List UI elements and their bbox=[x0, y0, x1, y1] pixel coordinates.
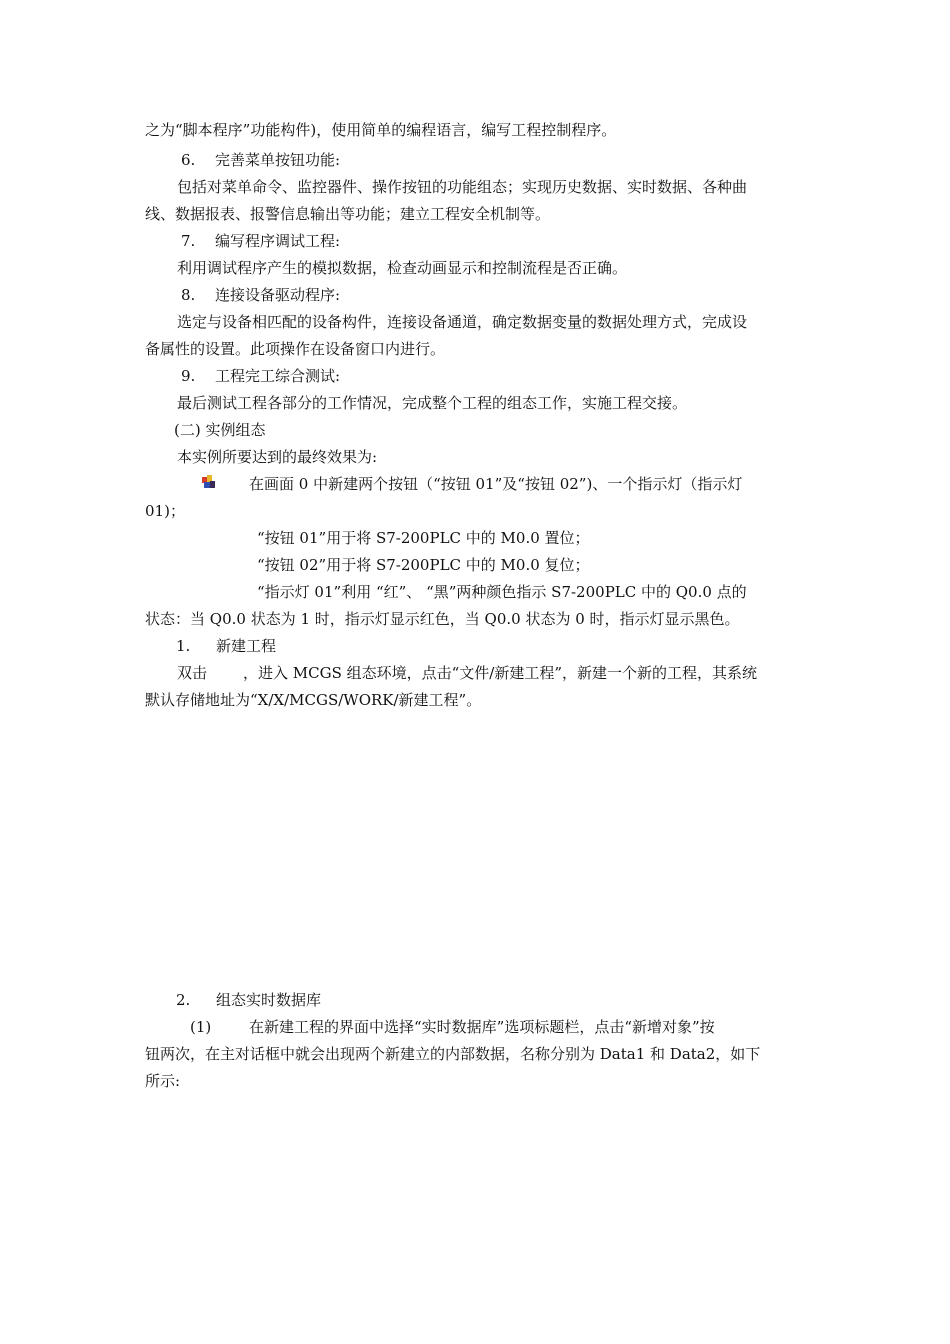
section-1-title: 新建工程 bbox=[216, 637, 277, 655]
part-two-heading: (二) 实例组态 bbox=[174, 421, 266, 439]
step-7-title: 编写程序调试工程: bbox=[215, 232, 341, 250]
section-2-heading bbox=[176, 990, 321, 1010]
paragraph-continuation: 之为“脚本程序”功能构件)，使用简单的编程语言，编写工程控制程序。 bbox=[145, 121, 617, 139]
colored-blocks-icon bbox=[201, 474, 217, 490]
step-8-heading bbox=[181, 285, 340, 305]
bullet-line-1: 在画面 0 中新建两个按钮（“按钮 01”及“按钮 02”)、一个指示灯（指示灯 bbox=[249, 475, 743, 493]
section-2-body-line-2: 钮两次，在主对话框中就会出现两个新建立的内部数据，名称分别为 Data1 和 Data2，如下 bbox=[145, 1045, 761, 1063]
section-1-body-line-1b: ，进入 MCGS 组态环境，点击“文件/新建工程”，新建一个新的工程，其系统 bbox=[243, 664, 758, 682]
section-1-body-line-2: 默认存储地址为“X/X/MCGS/WORK/新建工程”。 bbox=[145, 691, 482, 709]
button-02-description: “按钮 02”用于将 S7-200PLC 中的 M0.0 复位； bbox=[257, 556, 590, 574]
step-9-number: 9. bbox=[181, 367, 196, 385]
section-2-title: 组态实时数据库 bbox=[216, 991, 322, 1009]
section-1-heading bbox=[176, 636, 276, 656]
section-2-body-line-3: 所示: bbox=[145, 1072, 181, 1090]
step-7-heading bbox=[181, 231, 340, 251]
intro-line: 本实例所要达到的最终效果为: bbox=[177, 448, 378, 466]
button-01-description: “按钮 01”用于将 S7-200PLC 中的 M0.0 置位； bbox=[257, 529, 590, 547]
section-1-body-line-1a: 双击 bbox=[177, 664, 208, 682]
section-1-number: 1. bbox=[176, 637, 191, 655]
lamp-description-line-1: “指示灯 01”利用 “红”、 “黑”两种颜色指示 S7-200PLC 中的 Q0.0 点的 bbox=[257, 583, 747, 601]
lamp-description-line-2: 状态：当 Q0.0 状态为 1 时，指示灯显示红色，当 Q0.0 状态为 0 时，指示灯显示黑色。 bbox=[145, 610, 740, 628]
step-6-heading bbox=[181, 150, 340, 170]
step-7-body: 利用调试程序产生的模拟数据，检查动画显示和控制流程是否正确。 bbox=[177, 259, 628, 277]
section-2-item-number: (1) bbox=[190, 1018, 212, 1036]
step-9-title: 工程完工综合测试: bbox=[215, 367, 341, 385]
step-8-body-line-2: 备属性的设置。此项操作在设备窗口内进行。 bbox=[145, 340, 446, 358]
step-6-body-line-1: 包括对菜单命令、监控器件、操作按钮的功能组态；实现历史数据、实时数据、各种曲 bbox=[177, 178, 748, 196]
step-9-body: 最后测试工程各部分的工作情况，完成整个工程的组态工作，实施工程交接。 bbox=[177, 394, 688, 412]
step-8-title: 连接设备驱动程序: bbox=[215, 286, 341, 304]
bullet-line-2: 01)； bbox=[145, 502, 185, 520]
section-2-number: 2. bbox=[176, 991, 191, 1009]
step-7-number: 7. bbox=[181, 232, 196, 250]
step-6-body-line-2: 线、数据报表、报警信息输出等功能；建立工程安全机制等。 bbox=[145, 205, 551, 223]
step-9-heading bbox=[181, 366, 340, 386]
step-6-number: 6. bbox=[181, 151, 196, 169]
section-2-body-line-1: 在新建工程的界面中选择“实时数据库”选项标题栏，点击“新增对象”按 bbox=[249, 1018, 715, 1036]
step-8-number: 8. bbox=[181, 286, 196, 304]
step-8-body-line-1: 选定与设备相匹配的设备构件，连接设备通道，确定数据变量的数据处理方式，完成设 bbox=[177, 313, 748, 331]
step-6-title: 完善菜单按钮功能: bbox=[215, 151, 341, 169]
